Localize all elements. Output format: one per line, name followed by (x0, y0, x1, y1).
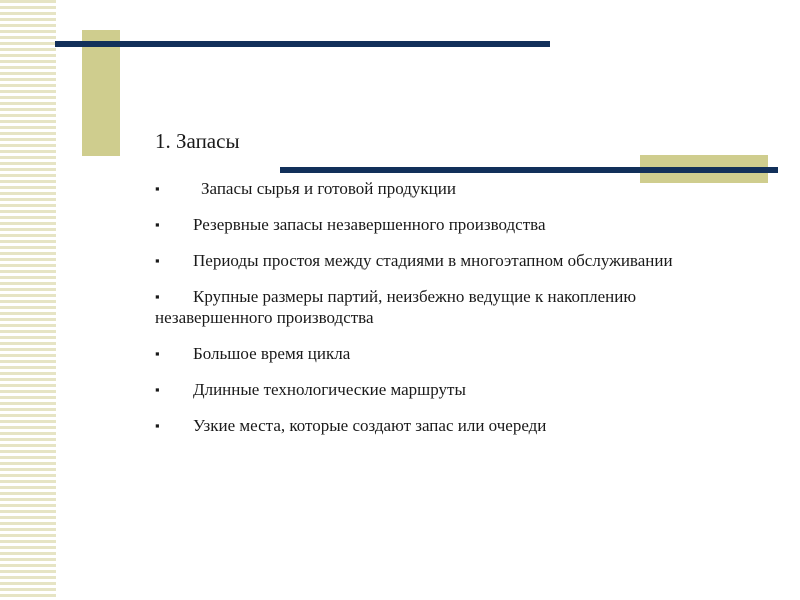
bullet-text: Длинные технологические маршруты (193, 380, 466, 399)
bullet-item (155, 286, 715, 328)
bullet-item (155, 214, 715, 235)
bullet-text: Запасы сырья и готовой продукции (201, 179, 456, 198)
bullet-square-icon: ▪ (155, 418, 160, 433)
bullet-square-icon: ▪ (155, 346, 160, 361)
bullet-item (155, 343, 715, 364)
slide-title: 1. Запасы (155, 129, 240, 153)
bullet-text: Крупные размеры партий, неизбежно ведущие к накоплению незавершенного производства (155, 287, 637, 327)
bullet-item (155, 178, 715, 199)
bullet-square-icon: ▪ (155, 253, 160, 268)
bullet-text: Большое время цикла (193, 344, 351, 363)
bullet-square-icon: ▪ (155, 181, 160, 196)
bullet-square-icon: ▪ (155, 217, 160, 232)
bullet-text: Резервные запасы незавершенного производства (193, 215, 546, 234)
bullet-item (155, 379, 715, 400)
decorative-line-mid (280, 167, 778, 173)
decorative-stripes (0, 0, 56, 600)
bullet-item (155, 250, 715, 271)
bullet-square-icon: ▪ (155, 382, 160, 397)
decorative-olive-block-top (82, 30, 120, 156)
bullet-text: Периоды простоя между стадиями в многоэтапном обслуживании (193, 251, 673, 270)
bullet-square-icon: ▪ (155, 289, 160, 304)
bullet-item (155, 415, 715, 436)
decorative-line-top (55, 41, 550, 47)
bullet-text: Узкие места, которые создают запас или очереди (193, 416, 547, 435)
bullet-list (155, 178, 715, 451)
